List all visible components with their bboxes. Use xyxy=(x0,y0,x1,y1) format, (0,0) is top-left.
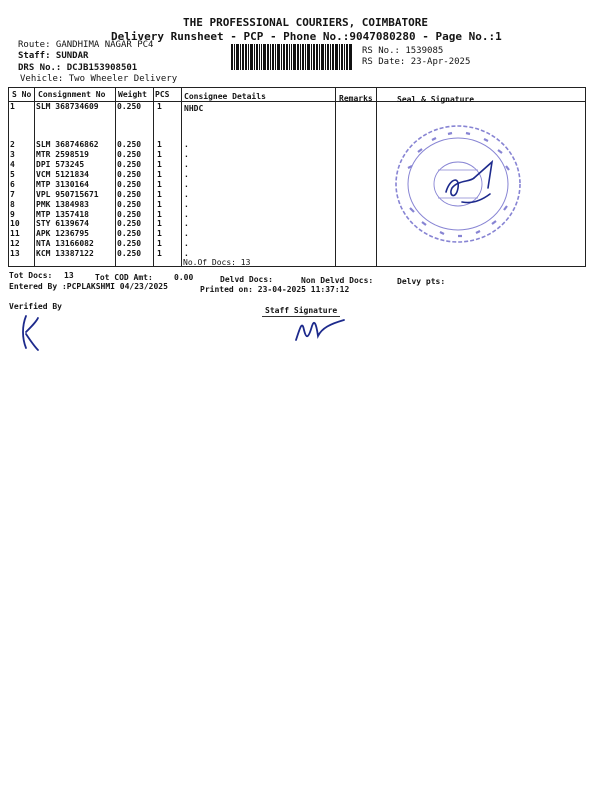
cell-consignment: KCM 13387122 xyxy=(36,249,94,258)
cell-pcs: 1 xyxy=(157,219,162,228)
company-title: THE PROFESSIONAL COURIERS, COIMBATORE xyxy=(183,16,429,29)
cell-sno: 11 xyxy=(10,229,20,238)
table-row xyxy=(10,160,340,170)
cell-sno: 10 xyxy=(10,219,20,228)
table-top-rule xyxy=(8,87,586,88)
cell-sno: 5 xyxy=(10,170,15,179)
no-of-docs: No.Of Docs: 13 xyxy=(183,258,251,267)
table-row xyxy=(10,190,340,200)
cell-consignment: MTR 2598519 xyxy=(36,150,89,159)
rs-number: RS No.: 1539085 xyxy=(362,46,444,56)
cell-consignment: MTP 3130164 xyxy=(36,180,89,189)
cell-sno: 9 xyxy=(10,210,15,219)
cell-pcs: 1 xyxy=(157,150,162,159)
cell-weight: 0.250 xyxy=(117,249,142,258)
cell-pcs: 1 xyxy=(157,200,162,209)
header-consignment: Consignment No xyxy=(38,90,106,99)
rs-date: RS Date: 23-Apr-2025 xyxy=(362,57,471,67)
tot-docs-label: Tot Docs: xyxy=(9,271,53,280)
cell-weight: 0.250 xyxy=(117,200,142,209)
cell-weight: 0.250 xyxy=(117,102,142,111)
cell-consignee: . xyxy=(184,140,189,149)
cell-sno: 4 xyxy=(10,160,15,169)
cell-consignment: STY 6139674 xyxy=(36,219,89,228)
cell-consignee: . xyxy=(184,160,189,169)
cell-consignment: NTA 13166082 xyxy=(36,239,94,248)
table-row xyxy=(10,239,340,249)
cell-consignee: . xyxy=(184,229,189,238)
printed-on: Printed on: 23-04-2025 11:37:12 xyxy=(200,285,350,294)
cell-pcs: 1 xyxy=(157,210,162,219)
table-row xyxy=(10,219,340,229)
table-row xyxy=(10,180,340,190)
cell-consignee: . xyxy=(184,150,189,159)
table-row xyxy=(10,229,340,239)
cell-sno: 1 xyxy=(10,102,15,111)
table-row xyxy=(10,140,340,150)
header-sno: S No xyxy=(12,90,32,99)
cell-weight: 0.250 xyxy=(117,180,142,189)
header-remarks: Remarks xyxy=(339,94,373,103)
cell-consignment: SLM 368734609 xyxy=(36,102,99,111)
table-left-border xyxy=(8,87,9,267)
cell-weight: 0.250 xyxy=(117,190,142,199)
table-row xyxy=(10,200,340,210)
cell-sno: 6 xyxy=(10,180,15,189)
cell-sno: 2 xyxy=(10,140,15,149)
table-row xyxy=(10,170,340,180)
cell-consignee: . xyxy=(184,239,189,248)
header-pcs: PCS xyxy=(155,90,170,99)
cell-consignee: . xyxy=(184,190,189,199)
cell-consignee: . xyxy=(184,180,189,189)
cell-consignee: . xyxy=(184,210,189,219)
cell-weight: 0.250 xyxy=(117,210,142,219)
cell-pcs: 1 xyxy=(157,140,162,149)
cell-consignee: . xyxy=(184,170,189,179)
cell-weight: 0.250 xyxy=(117,140,142,149)
cell-weight: 0.250 xyxy=(117,229,142,238)
cell-weight: 0.250 xyxy=(117,239,142,248)
cell-consignment: VPL 950715671 xyxy=(36,190,99,199)
cell-pcs: 1 xyxy=(157,190,162,199)
cell-weight: 0.250 xyxy=(117,170,142,179)
staff-signature xyxy=(292,314,348,344)
col-divider xyxy=(376,87,377,267)
staff-label: Staff: SUNDAR xyxy=(18,51,89,61)
cell-consignee: . xyxy=(184,249,189,258)
cell-consignment: APK 1236795 xyxy=(36,229,89,238)
table-row xyxy=(10,249,340,259)
drs-number: DRS No.: DCJB153908501 xyxy=(18,63,138,73)
cell-pcs: 1 xyxy=(157,229,162,238)
cell-weight: 0.250 xyxy=(117,219,142,228)
cell-consignee: NHDC xyxy=(184,104,204,113)
table-right-border xyxy=(585,87,586,267)
cell-pcs: 1 xyxy=(157,160,162,169)
route-label: Route: GANDHIMA NAGAR PC4 xyxy=(18,40,154,50)
table-row xyxy=(10,150,340,160)
tot-cod-value: 0.00 xyxy=(174,273,194,282)
delvd-docs-label: Delvd Docs: xyxy=(220,275,273,284)
verifier-signature xyxy=(16,312,44,352)
vehicle-label: Vehicle: Two Wheeler Delivery xyxy=(20,74,178,84)
non-delvd-docs-label: Non Delvd Docs: xyxy=(301,276,374,285)
delvy-pts-label: Delvy pts: xyxy=(397,277,446,286)
staff-signature-label: Staff Signature xyxy=(265,306,338,315)
cell-pcs: 1 xyxy=(157,170,162,179)
cell-sno: 8 xyxy=(10,200,15,209)
seal-stamp xyxy=(388,118,528,254)
runsheet-subtitle: Delivery Runsheet - PCP - Phone No.:9047080280 - Page No.:1 xyxy=(111,30,502,43)
cell-weight: 0.250 xyxy=(117,150,142,159)
cell-sno: 13 xyxy=(10,249,20,258)
cell-pcs: 1 xyxy=(157,239,162,248)
verified-by-label: Verified By xyxy=(9,302,62,311)
tot-cod-label: Tot COD Amt: xyxy=(95,273,153,282)
cell-consignee: . xyxy=(184,200,189,209)
cell-consignment: PMK 1384983 xyxy=(36,200,89,209)
cell-pcs: 1 xyxy=(157,180,162,189)
barcode xyxy=(231,44,355,70)
cell-pcs: 1 xyxy=(157,249,162,258)
cell-consignee: . xyxy=(184,219,189,228)
cell-sno: 12 xyxy=(10,239,20,248)
cell-sno: 7 xyxy=(10,190,15,199)
cell-sno: 3 xyxy=(10,150,15,159)
table-row xyxy=(10,102,340,112)
cell-weight: 0.250 xyxy=(117,160,142,169)
entered-by: Entered By :PCPLAKSHMI 04/23/2025 xyxy=(9,282,168,291)
header-weight: Weight xyxy=(118,90,147,99)
header-consignee: Consignee Details xyxy=(184,92,266,101)
cell-pcs: 1 xyxy=(157,102,162,111)
tot-docs-value: 13 xyxy=(64,271,74,280)
cell-consignment: MTP 1357418 xyxy=(36,210,89,219)
header-seal: Seal & Signature xyxy=(397,95,475,104)
cell-consignment: VCM 5121834 xyxy=(36,170,89,179)
table-bottom-rule xyxy=(8,266,586,267)
cell-consignment: SLM 368746862 xyxy=(36,140,99,149)
cell-consignment: DPI 573245 xyxy=(36,160,85,169)
